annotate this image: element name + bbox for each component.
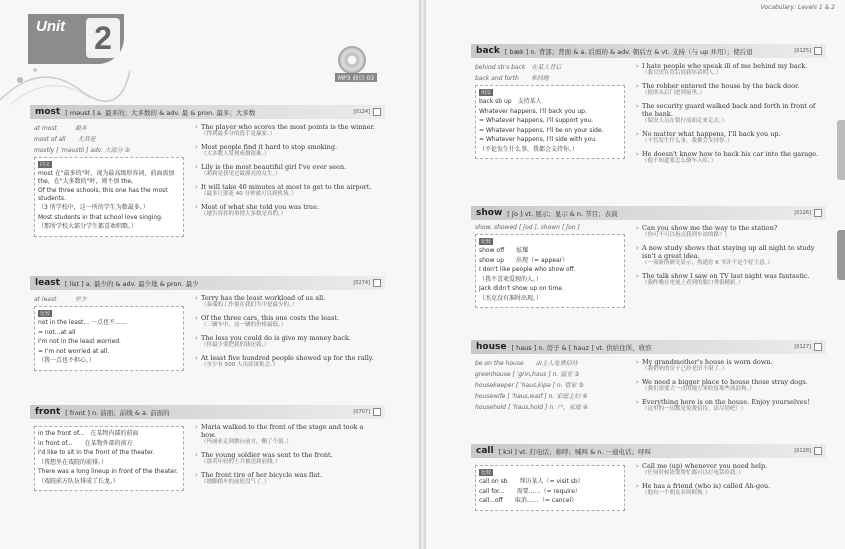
phrase-item: mostly [ ˈməustli ] adv. 大部分 ② bbox=[34, 147, 130, 154]
example-sentence bbox=[195, 471, 380, 486]
phrase-item: housewife [ ˈhaus,waɪf ] n. 家庭主妇 ④ bbox=[475, 393, 588, 400]
entry-call bbox=[471, 444, 826, 504]
entry-header bbox=[471, 340, 826, 354]
example-chinese: （我们需要大一点的地方来收留那些流浪狗。） bbox=[642, 386, 755, 393]
headword-definition: [ list ] a. 最少的 & adv. 最少地 & pron. 最少 bbox=[64, 279, 199, 288]
entry-least bbox=[30, 276, 385, 369]
usage-line: I'm not in the least worried. bbox=[38, 338, 121, 345]
example-sentence bbox=[636, 462, 821, 477]
example-sentence bbox=[195, 183, 380, 198]
usage-line: Whatever happens, I'll back you up. bbox=[479, 107, 587, 115]
phrase-item: at most 最多 bbox=[34, 125, 87, 132]
example-english: › Can you show me the way to the station? bbox=[642, 224, 778, 232]
usage-line: （不论发生什么事，我都会支持你。） bbox=[479, 145, 579, 153]
example-english: › No matter what happens, I'll back you up. bbox=[642, 130, 781, 139]
example-sentence bbox=[636, 482, 821, 497]
example-sentence bbox=[195, 451, 380, 466]
example-chinese: （她告诉你的事情大多数是真的。） bbox=[201, 211, 287, 218]
example-sentence bbox=[636, 62, 821, 77]
usage-line: （杰克没有准时出现。） bbox=[479, 294, 543, 302]
example-english: › Most people find it hard to stop smoking. bbox=[201, 143, 338, 151]
example-chinese: （那名年轻的士兵被送到前线。） bbox=[201, 459, 281, 466]
example-english: › At least five hundred people showed up for the rally. bbox=[201, 354, 374, 362]
usage-line: （戏院前方队伍排成了长龙。） bbox=[38, 477, 120, 485]
phrase-item: back and forth 来回地 bbox=[475, 75, 549, 82]
example-chinese: （不管发生什么事，我都会支持你。） bbox=[642, 138, 733, 145]
headword: least bbox=[35, 278, 60, 288]
checkbox-icon bbox=[814, 343, 822, 351]
usage-line: in the front of... 在某物内部的前面 bbox=[38, 430, 139, 437]
headword-definition: [ məust ] a. 最多的；大多数的 & adv. 最 & pron. 最多；大多数 bbox=[65, 108, 256, 117]
example-english: › My grandmother's house is worn down. bbox=[642, 358, 773, 366]
usage-tag: 同义 bbox=[40, 162, 51, 168]
example-column bbox=[636, 462, 821, 502]
example-english: › The talk show I saw on TV last night was fantastic. bbox=[642, 272, 810, 281]
entry-header bbox=[30, 276, 385, 290]
phrase-column bbox=[475, 358, 625, 413]
headword-definition: [ haus ] n. 房子 & [ hauz ] vt. 供给住所，收容 bbox=[511, 343, 652, 352]
example-chinese: （他有一个朋友名叫阿狗。） bbox=[642, 490, 711, 497]
usage-tag: 比较 bbox=[481, 239, 492, 245]
example-column bbox=[195, 294, 380, 374]
example-chinese: （我昨晚在电视上看到的脱口秀很精彩。） bbox=[642, 280, 744, 287]
usage-tag: 比较 bbox=[481, 470, 492, 476]
usage-line: in front of... 在某物外部的前方 bbox=[38, 439, 133, 447]
phrase-column bbox=[34, 123, 184, 237]
phrase-item: greenhouse [ ˈgrin,haus ] n. 温室 ③ bbox=[475, 371, 580, 378]
example-english: › It will take 40 minutes at most to get to the airport. bbox=[201, 183, 372, 191]
usage-line: call...off 取消……（= cancel） bbox=[479, 497, 578, 504]
example-chinese: （得到最多分的选手是赢家。） bbox=[201, 131, 276, 138]
example-english: › Most of what she told you was true. bbox=[201, 203, 320, 211]
entry-header bbox=[30, 105, 385, 119]
example-chinese: （任何时候需要帮忙都可以打电话给我。） bbox=[642, 470, 744, 477]
phrase-item: most of all 尤其是 bbox=[34, 136, 96, 143]
headword-definition: [ frʌnt ] n. 前面；前线 & a. 前面的 bbox=[65, 408, 170, 417]
example-sentence bbox=[195, 294, 380, 309]
headword: front bbox=[35, 407, 61, 417]
usage-tag: 用法 bbox=[481, 90, 492, 96]
example-column bbox=[195, 423, 380, 491]
phrase-item: household [ ˈhaus,hold ] n. 户，家庭 ④ bbox=[475, 404, 589, 411]
example-column bbox=[636, 224, 821, 292]
usage-line: back sb up 支持某人 bbox=[479, 98, 542, 105]
usage-line: Jack didn't show up on time. bbox=[479, 285, 564, 292]
headword-definition: [ ʃo ] vt. 展示；显示 & n. 节目；表演 bbox=[507, 209, 618, 218]
example-sentence bbox=[636, 82, 821, 97]
example-english: › The robber entered the house by the back door. bbox=[642, 82, 800, 90]
entry-number: [0127] bbox=[794, 344, 811, 350]
example-chinese: （我奶奶的房子已经老旧不堪了。） bbox=[642, 366, 728, 373]
left-page bbox=[0, 0, 419, 549]
unit-label: Unit bbox=[36, 18, 66, 35]
headword: back bbox=[476, 46, 500, 56]
example-chinese: （一项新的研究显示，熬通宵 K 书并不是个好主意。） bbox=[642, 260, 773, 267]
phrase-item: be on the house 由主人免费招待 bbox=[475, 360, 578, 367]
example-english: › A new study shows that staying up all night to study isn't a great idea. bbox=[642, 244, 815, 261]
example-english: › The young soldier was sent to the front. bbox=[201, 451, 333, 460]
example-chinese: （你最少要把我的钱还我。） bbox=[201, 342, 270, 349]
example-chinese: （这里的一切都是免费招待，请尽情吧！） bbox=[642, 406, 747, 413]
right-page bbox=[426, 0, 845, 549]
example-column bbox=[636, 358, 821, 418]
headword-definition: [ kɔl ] vt. 打电话；称呼；喊叫 & n. 一通电话；呼叫 bbox=[498, 447, 651, 456]
usage-line: = Whatever happens, I'll be on your side. bbox=[479, 126, 604, 134]
phrase-item: show, showed [ ʃod ], shown [ ʃon ] bbox=[475, 224, 580, 231]
usage-box bbox=[475, 85, 625, 159]
usage-box bbox=[34, 157, 184, 237]
usage-line: show off 炫耀 bbox=[479, 247, 529, 254]
example-chinese: （泰瑞的工作量在我们当中是最少的。） bbox=[201, 302, 298, 309]
checkbox-icon bbox=[814, 209, 822, 217]
entry-show bbox=[471, 206, 826, 302]
phrase-column bbox=[34, 423, 184, 491]
example-chinese: （玛丽亚走到舞台前方，鞠了个躬。） bbox=[201, 439, 292, 446]
headword: house bbox=[476, 342, 507, 352]
example-column bbox=[195, 123, 380, 223]
entry-number: [0128] bbox=[794, 448, 811, 454]
example-english: › The less you could do is give my money back. bbox=[201, 334, 351, 342]
example-english: › We need a bigger place to house those stray dogs. bbox=[642, 378, 808, 386]
example-sentence bbox=[636, 150, 821, 165]
usage-line: （我想坐在戏院的前排。） bbox=[38, 458, 108, 466]
checkbox-icon bbox=[373, 279, 381, 287]
cd-icon bbox=[338, 46, 366, 74]
unit-number: 2 bbox=[86, 18, 120, 58]
usage-line: （那所学校大部分学生都喜欢唱歌。） bbox=[38, 223, 138, 230]
example-sentence bbox=[195, 354, 380, 369]
checkbox-icon bbox=[814, 47, 822, 55]
usage-line: （我一点也不担心。） bbox=[38, 357, 96, 364]
usage-box bbox=[475, 465, 625, 511]
example-sentence bbox=[636, 224, 821, 239]
example-english: › He doesn't know how to back his car into the garage. bbox=[642, 150, 819, 159]
example-sentence bbox=[636, 102, 821, 125]
example-sentence bbox=[636, 272, 821, 287]
example-sentence bbox=[195, 334, 380, 349]
example-chinese: （我讨厌在背后说我坏话的人。） bbox=[642, 70, 722, 77]
phrase-item: behind sb's back 在某人背后 bbox=[475, 64, 562, 71]
usage-tag: 比较 bbox=[40, 311, 51, 317]
usage-line: There was a long lineup in front of the theater. bbox=[38, 468, 178, 475]
example-chinese: （至少有 500 人出席该集会。） bbox=[201, 362, 279, 369]
checkbox-icon bbox=[814, 447, 822, 455]
example-english: › Of the three cars, this one costs the least. bbox=[201, 314, 339, 322]
example-english: › Maria walked to the front of the stage and took a bow. bbox=[201, 423, 364, 440]
example-chinese: （莉莉是我见过最漂亮的女生。） bbox=[201, 171, 281, 178]
entry-number: [0125] bbox=[794, 48, 811, 54]
phrase-item: at least 至少 bbox=[34, 296, 87, 303]
entry-house bbox=[471, 340, 826, 413]
example-sentence bbox=[195, 143, 380, 158]
example-sentence bbox=[636, 244, 821, 267]
usage-line: （我不喜欢爱现的人。） bbox=[479, 275, 543, 283]
entry-header bbox=[471, 44, 826, 58]
example-english: › The player who scores the most points is the winner. bbox=[201, 123, 375, 131]
usage-line: not in the least... 一点也不…… bbox=[38, 319, 128, 326]
checkbox-icon bbox=[373, 108, 381, 116]
example-english: › I hate people who speak ill of me behind my back. bbox=[642, 62, 808, 70]
example-chinese: （她脚踏车的前轮没气了。） bbox=[201, 479, 270, 486]
example-sentence bbox=[195, 423, 380, 446]
side-tab-unit bbox=[837, 120, 845, 180]
example-english: › Terry has the least workload of us all. bbox=[201, 294, 326, 302]
usage-line: = not...at all bbox=[38, 328, 76, 336]
mp3-track-label: MP3 曲目 03 bbox=[335, 73, 377, 82]
usage-box bbox=[34, 426, 184, 491]
example-sentence bbox=[636, 378, 821, 393]
example-chinese: （三辆车中，这一辆的价格最低。） bbox=[201, 322, 287, 329]
phrase-column bbox=[34, 294, 184, 371]
example-chinese: （保安人员在银行前面走来走去。） bbox=[642, 118, 728, 125]
example-chinese: （最多只要花 40 分钟就可以到机场。） bbox=[201, 191, 297, 198]
running-header: Vocabulary: Levels 1 & 2 bbox=[760, 4, 835, 11]
example-column bbox=[636, 62, 821, 170]
headword: most bbox=[35, 107, 61, 117]
example-sentence bbox=[636, 398, 821, 413]
entry-header bbox=[30, 405, 385, 419]
entry-header bbox=[471, 206, 826, 220]
usage-line: call for... 需要……（= require） bbox=[479, 487, 581, 495]
example-english: › He has a friend (who is) called Ah-gou. bbox=[642, 482, 771, 490]
example-sentence bbox=[195, 314, 380, 329]
example-sentence bbox=[195, 203, 380, 218]
unit-badge bbox=[28, 14, 124, 64]
headword: call bbox=[476, 446, 494, 456]
entry-front bbox=[30, 405, 385, 486]
example-english: › Lily is the most beautiful girl I've ever seen. bbox=[201, 163, 347, 171]
phrase-column bbox=[475, 224, 625, 308]
usage-line: I'd like to sit in the front of the theater. bbox=[38, 449, 155, 456]
headword: show bbox=[476, 208, 503, 218]
usage-line: = Whatever happens, I'll support you. bbox=[479, 117, 594, 124]
example-english: › The front tire of her bicycle was flat. bbox=[201, 471, 322, 480]
example-chinese: （抢匪从后门进到屋里。） bbox=[642, 90, 706, 97]
example-english: › Everything here is on the house. Enjoy yourselves! bbox=[642, 398, 810, 406]
phrase-column bbox=[475, 62, 625, 159]
entry-number: [0126] bbox=[794, 210, 811, 216]
usage-line: most 在"最多的"时，视为最高级形容词，前面需加 the，在"大多数的"时，则不加 the。 bbox=[38, 170, 175, 185]
entry-header bbox=[471, 444, 826, 458]
usage-line: Of the three schools, this one has the most students. bbox=[38, 187, 168, 202]
example-chinese: （大多数人发现戒烟很难。） bbox=[201, 151, 270, 158]
usage-line: show up 出现（= appear） bbox=[479, 256, 569, 264]
phrase-column bbox=[475, 462, 625, 511]
headword-definition: [ bæk ] n. 背部；背面 & a. 后面的 & adv. 朝后方 & vt. 支持（与 up 并用）；使后退 bbox=[504, 47, 753, 56]
checkbox-icon bbox=[373, 408, 381, 416]
entry-number: [0274] bbox=[353, 280, 370, 286]
example-sentence bbox=[636, 358, 821, 373]
usage-line: I don't like people who show off. bbox=[479, 266, 576, 273]
example-chinese: （他不知道要怎么倒车入库。） bbox=[642, 158, 717, 165]
side-tab-level bbox=[837, 230, 845, 280]
book-gutter bbox=[419, 0, 426, 549]
entry-most bbox=[30, 105, 385, 230]
example-english: › The security guard walked back and forth in front of the bank. bbox=[642, 102, 816, 119]
entry-back bbox=[471, 44, 826, 165]
phrase-item: housekeeper [ ˈhaus,kipə ] n. 管家 ③ bbox=[475, 382, 584, 389]
usage-line: = Whatever happens, I'll side with you. bbox=[479, 136, 597, 143]
entry-number: [0124] bbox=[353, 109, 370, 115]
usage-line: Most students in that school love singing. bbox=[38, 213, 163, 221]
usage-box bbox=[34, 306, 184, 371]
usage-line: call on sb 拜访某人（= visit sb） bbox=[479, 478, 584, 485]
usage-line: = I'm not worried at all. bbox=[38, 347, 110, 355]
usage-line: （3 所学校中，这一所的学生为数最多。） bbox=[38, 204, 149, 211]
example-sentence bbox=[195, 163, 380, 178]
example-sentence bbox=[195, 123, 380, 138]
example-sentence bbox=[636, 130, 821, 145]
usage-box bbox=[475, 234, 625, 308]
entry-number: [0707] bbox=[353, 409, 370, 415]
example-english: › Call me (up) whenever you need help. bbox=[642, 462, 768, 470]
example-chinese: （你可不可以指点我到车站的路？） bbox=[642, 232, 731, 239]
